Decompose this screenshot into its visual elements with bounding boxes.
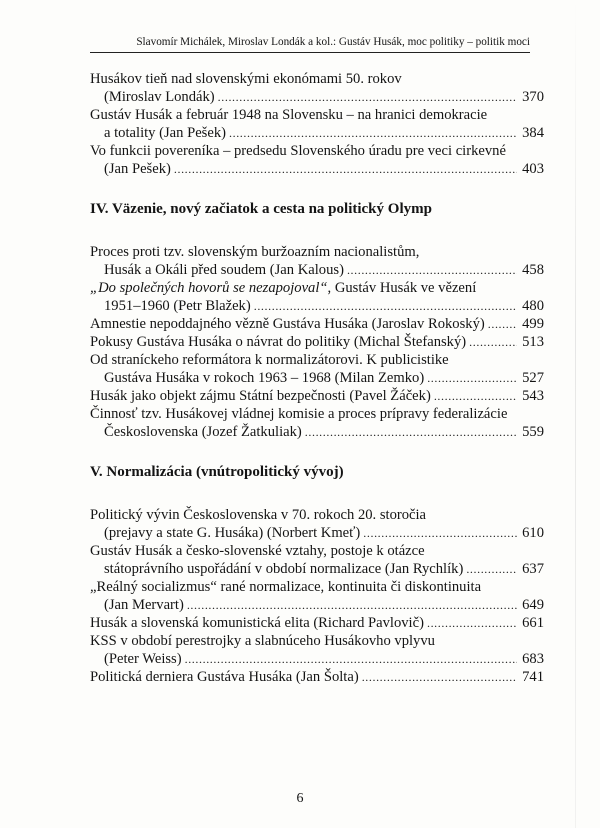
toc-entry bbox=[90, 315, 544, 333]
dot-leader bbox=[185, 650, 517, 668]
section-heading: IV. Väzenie, nový začiatok a cesta na politický Olymp bbox=[90, 201, 432, 217]
dot-leader bbox=[305, 423, 517, 441]
entry-title-line: Proces proti tzv. slovenským buržoazním nacionalistům, bbox=[90, 244, 420, 260]
entry-title-line: (prejavy a state G. Husáka) (Norbert Kmeť) bbox=[104, 525, 361, 541]
toc-entry bbox=[90, 405, 544, 441]
entry-title-line: Gustáva Husáka v rokoch 1963 – 1968 (Milan Zemko) bbox=[104, 370, 425, 386]
page-number: 384 bbox=[522, 125, 544, 141]
entry-title-line: (Miroslav Londák) bbox=[104, 89, 215, 105]
entry-title-line bbox=[90, 279, 544, 297]
page-number: 661 bbox=[522, 615, 544, 631]
page-number: 370 bbox=[522, 89, 544, 105]
toc-entry bbox=[90, 668, 544, 686]
dot-leader bbox=[254, 297, 517, 315]
dot-leader bbox=[427, 614, 517, 632]
dot-leader bbox=[174, 160, 517, 178]
dot-leader bbox=[488, 315, 517, 333]
header-rule bbox=[90, 52, 530, 53]
entry-title-rest: , Gustáv Husák ve vězení bbox=[327, 280, 477, 296]
page-number: 527 bbox=[522, 370, 544, 386]
entry-title-line: (Peter Weiss) bbox=[104, 651, 182, 667]
entry-title-line: Husák a Okáli před soudem (Jan Kalous) bbox=[104, 262, 344, 278]
dot-leader bbox=[218, 88, 517, 106]
toc-entry bbox=[90, 542, 544, 578]
running-header: Slavomír Michálek, Miroslav Londák a kol.: Gustáv Husák, moc politiky – politik moci bbox=[136, 36, 530, 48]
entry-title-line: Vo funkcii povereníka – predsedu Slovenského úradu pre veci cirkevné bbox=[90, 143, 506, 159]
entry-title-line: Politický vývin Československa v 70. rokoch 20. storočia bbox=[90, 507, 427, 523]
entry-title-line: Od straníckeho reformátora k normalizátorovi. K publicistike bbox=[90, 352, 449, 368]
dot-leader bbox=[363, 524, 517, 542]
dot-leader bbox=[187, 596, 517, 614]
toc-entry bbox=[90, 506, 544, 542]
entry-title-line: Amnestie nepoddajného vězně Gustáva Husáka (Jaroslav Rokoský) bbox=[90, 316, 485, 332]
dot-leader bbox=[362, 668, 517, 686]
page-number: 499 bbox=[522, 316, 544, 332]
entry-title-line: 1951–1960 (Petr Blažek) bbox=[104, 298, 251, 314]
entry-title-line: Husák a slovenská komunistická elita (Richard Pavlovič) bbox=[90, 615, 424, 631]
page-number: 610 bbox=[522, 525, 544, 541]
dot-leader bbox=[347, 261, 517, 279]
toc-entry bbox=[90, 333, 544, 351]
entry-title-line: Československa (Jozef Žatkuliak) bbox=[104, 424, 302, 440]
page-number: 480 bbox=[522, 298, 544, 314]
entry-title-line: Pokusy Gustáva Husáka o návrat do politiky (Michal Štefanský) bbox=[90, 334, 467, 350]
toc-entry bbox=[90, 387, 544, 405]
toc-entry bbox=[90, 106, 544, 142]
toc-entry bbox=[90, 578, 544, 614]
scan-edge bbox=[575, 0, 576, 828]
toc-entry bbox=[90, 142, 544, 178]
table-of-contents bbox=[90, 70, 544, 686]
entry-title-line: Gustáv Husák a česko-slovenské vztahy, postoje k otázce bbox=[90, 543, 425, 559]
entry-title-line: Gustáv Husák a február 1948 na Slovensku – na hranici demokracie bbox=[90, 107, 488, 123]
entry-title-line: (Jan Pešek) bbox=[104, 161, 171, 177]
toc-entry bbox=[90, 70, 544, 106]
entry-title-line: KSS v období perestrojky a slabnúceho Husákovho vplyvu bbox=[90, 633, 435, 649]
entry-title-line: Činnosť tzv. Husákovej vládnej komisie a proces prípravy federalizácie bbox=[90, 406, 508, 422]
toc-entry bbox=[90, 351, 544, 387]
section-heading: V. Normalizácia (vnútropolitický vývoj) bbox=[90, 464, 344, 480]
page-number: 683 bbox=[522, 651, 544, 667]
page-number: 543 bbox=[522, 388, 544, 404]
dot-leader bbox=[466, 560, 517, 578]
page-number: 741 bbox=[522, 669, 544, 685]
entry-title-line: Politická derniera Gustáva Husáka (Jan Šolta) bbox=[90, 669, 359, 685]
toc-entry bbox=[90, 243, 544, 279]
toc-entry bbox=[90, 632, 544, 668]
entry-title-line: státoprávního uspořádání v období normalizace (Jan Rychlík) bbox=[104, 561, 464, 577]
page-number: 458 bbox=[522, 262, 544, 278]
dot-leader bbox=[469, 333, 517, 351]
entry-title-line: a totality (Jan Pešek) bbox=[104, 125, 226, 141]
dot-leader bbox=[427, 369, 517, 387]
entry-title-italic: „Do společných hovorů se nezapojoval“ bbox=[90, 280, 328, 296]
toc-entry bbox=[90, 614, 544, 632]
entry-title-line: (Jan Mervart) bbox=[104, 597, 184, 613]
entry-title-line: Husák jako objekt zájmu Státní bezpečnosti (Pavel Žáček) bbox=[90, 388, 431, 404]
page-number: 403 bbox=[522, 161, 544, 177]
toc-entry bbox=[90, 279, 544, 315]
entry-title-line: Husákov tieň nad slovenskými ekonómami 50. rokov bbox=[90, 71, 402, 87]
page-number: 559 bbox=[522, 424, 544, 440]
page-number: 649 bbox=[522, 597, 544, 613]
dot-leader bbox=[229, 124, 517, 142]
page-number: 637 bbox=[522, 561, 544, 577]
entry-title-line: „Reálný socializmus“ rané normalizace, kontinuita či diskontinuita bbox=[90, 579, 482, 595]
page-folio: 6 bbox=[296, 791, 304, 806]
dot-leader bbox=[434, 387, 517, 405]
page-number: 513 bbox=[522, 334, 544, 350]
